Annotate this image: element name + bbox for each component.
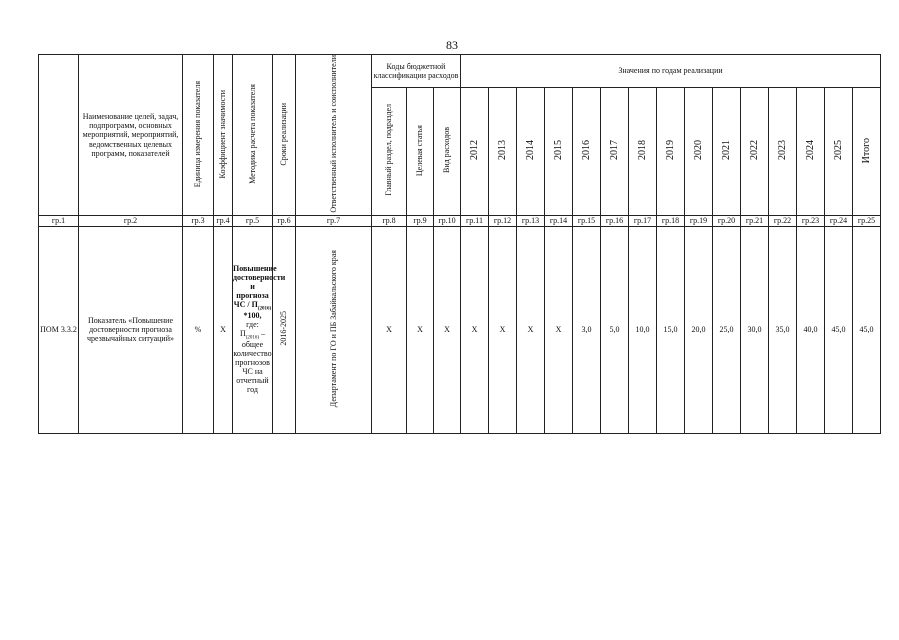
header-col-4 xyxy=(214,55,233,216)
row-kbk: Х xyxy=(434,226,461,433)
header-col-3-label: Единица измерения показателя xyxy=(193,80,203,187)
header-total-label: Итого xyxy=(860,137,872,164)
group-label: гр.10 xyxy=(434,215,461,226)
group-label: гр.22 xyxy=(769,215,797,226)
row-executor-label: Департамент по ГО и ПБ Забайкальского края xyxy=(328,250,338,408)
header-year-label: 2013 xyxy=(496,140,508,161)
row-value: Х xyxy=(461,226,489,433)
row-value: 5,0 xyxy=(601,226,629,433)
row-executor xyxy=(296,226,372,433)
row-kbk: Х xyxy=(372,226,407,433)
header-year-label: 2025 xyxy=(832,140,844,161)
group-label: гр.21 xyxy=(741,215,769,226)
row-value: 25,0 xyxy=(713,226,741,433)
group-label: гр.9 xyxy=(407,215,434,226)
header-year xyxy=(769,88,797,216)
header-year xyxy=(545,88,573,216)
header-year xyxy=(573,88,601,216)
group-label: гр.1 xyxy=(39,215,79,226)
group-label: гр.23 xyxy=(797,215,825,226)
row-kbk: Х xyxy=(407,226,434,433)
header-year-label: 2019 xyxy=(664,140,676,161)
header-year-label: 2015 xyxy=(552,140,564,161)
group-label: гр.3 xyxy=(183,215,214,226)
header-col-8 xyxy=(372,88,407,216)
header-col-5-label: Методика расчета показателя xyxy=(247,83,257,184)
header-year-label: 2023 xyxy=(776,140,788,161)
group-label: гр.6 xyxy=(273,215,296,226)
group-label: гр.17 xyxy=(629,215,657,226)
header-year-label: 2018 xyxy=(636,140,648,161)
row-code: ПОМ 3.3.2 xyxy=(39,226,79,433)
header-col-7 xyxy=(296,55,372,216)
header-year-label: 2017 xyxy=(608,140,620,161)
method-formula-tail: *100, xyxy=(243,310,262,320)
header-year xyxy=(601,88,629,216)
row-name: Показатель «Повышение достоверности прогноза чрезвычайных ситуаций» xyxy=(79,226,183,433)
group-label: гр.15 xyxy=(573,215,601,226)
row-value: Х xyxy=(517,226,545,433)
header-col-2: Наименование целей, задач, подпрограмм, основных мероприятий, мероприятий, ведомственных целевых программ, показателей xyxy=(79,55,183,216)
header-col-1 xyxy=(39,55,79,216)
header-year-label: 2014 xyxy=(524,140,536,161)
header-col-9 xyxy=(407,88,434,216)
header-col-9-label: Целевая статья xyxy=(415,124,425,176)
method-formula-text: Повышение достоверности и прогноза ЧС / П xyxy=(233,263,286,309)
group-label: гр.14 xyxy=(545,215,573,226)
group-label: гр.4 xyxy=(214,215,233,226)
row-unit: % xyxy=(183,226,214,433)
row-value: 45,0 xyxy=(825,226,853,433)
row-value: Х xyxy=(489,226,517,433)
group-label: гр.19 xyxy=(685,215,713,226)
group-label: гр.11 xyxy=(461,215,489,226)
row-value: 3,0 xyxy=(573,226,601,433)
header-year-label: 2020 xyxy=(692,140,704,161)
header-col-6 xyxy=(273,55,296,216)
row-value: 30,0 xyxy=(741,226,769,433)
method-formula-sub: (2016) xyxy=(257,306,272,312)
group-label: гр.16 xyxy=(601,215,629,226)
table-row xyxy=(39,226,881,433)
header-year xyxy=(489,88,517,216)
header-col-10 xyxy=(434,88,461,216)
header-year-label: 2022 xyxy=(748,140,760,161)
row-period-label: 2016-2025 xyxy=(279,311,289,347)
header-col-6-label: Сроки реализации xyxy=(279,102,289,166)
method-p-sub: (2016) xyxy=(245,335,260,341)
row-value: 40,0 xyxy=(797,226,825,433)
header-year xyxy=(461,88,489,216)
header-budget-codes: Коды бюджетной классификации расходов xyxy=(372,55,461,88)
header-col-7-label: Ответственный исполнитель и соисполнители xyxy=(328,55,338,213)
group-label: гр.18 xyxy=(657,215,685,226)
row-value: 35,0 xyxy=(769,226,797,433)
header-year xyxy=(741,88,769,216)
header-year xyxy=(713,88,741,216)
group-number-row xyxy=(39,215,881,226)
group-label: гр.24 xyxy=(825,215,853,226)
row-coef: Х xyxy=(214,226,233,433)
header-row-1 xyxy=(39,55,881,88)
header-year-label: 2021 xyxy=(720,140,732,161)
group-label: гр.25 xyxy=(853,215,881,226)
row-value: 10,0 xyxy=(629,226,657,433)
header-col-10-label: Вид расходов xyxy=(442,127,452,174)
group-label: гр.7 xyxy=(296,215,372,226)
header-year xyxy=(517,88,545,216)
row-value: 20,0 xyxy=(685,226,713,433)
group-label: гр.20 xyxy=(713,215,741,226)
header-year xyxy=(685,88,713,216)
header-col-4-label: Коэффициент значимости xyxy=(218,89,228,179)
method-where: где: xyxy=(246,319,259,329)
method-desc: – общее количество прогнозов ЧС на отчетный год xyxy=(233,328,272,394)
header-year-label: 2016 xyxy=(580,140,592,161)
header-year xyxy=(657,88,685,216)
header-col-5 xyxy=(233,55,273,216)
method-p: П xyxy=(239,328,246,338)
indicator-table xyxy=(38,54,881,434)
group-label: гр.13 xyxy=(517,215,545,226)
header-total xyxy=(853,88,881,216)
header-col-8-label: Главный раздел, подраздел xyxy=(384,104,394,197)
row-value: 15,0 xyxy=(657,226,685,433)
header-year xyxy=(629,88,657,216)
page-number: 83 xyxy=(446,38,458,52)
header-year-label: 2012 xyxy=(468,140,480,161)
header-year-label: 2024 xyxy=(804,140,816,161)
header-year xyxy=(825,88,853,216)
row-period xyxy=(273,226,296,433)
row-total: 45,0 xyxy=(853,226,881,433)
header-col-3 xyxy=(183,55,214,216)
group-label: гр.2 xyxy=(79,215,183,226)
header-year xyxy=(797,88,825,216)
group-label: гр.12 xyxy=(489,215,517,226)
row-value: Х xyxy=(545,226,573,433)
header-year-values: Значения по годам реализации xyxy=(461,55,881,88)
group-label: гр.5 xyxy=(233,215,273,226)
group-label: гр.8 xyxy=(372,215,407,226)
